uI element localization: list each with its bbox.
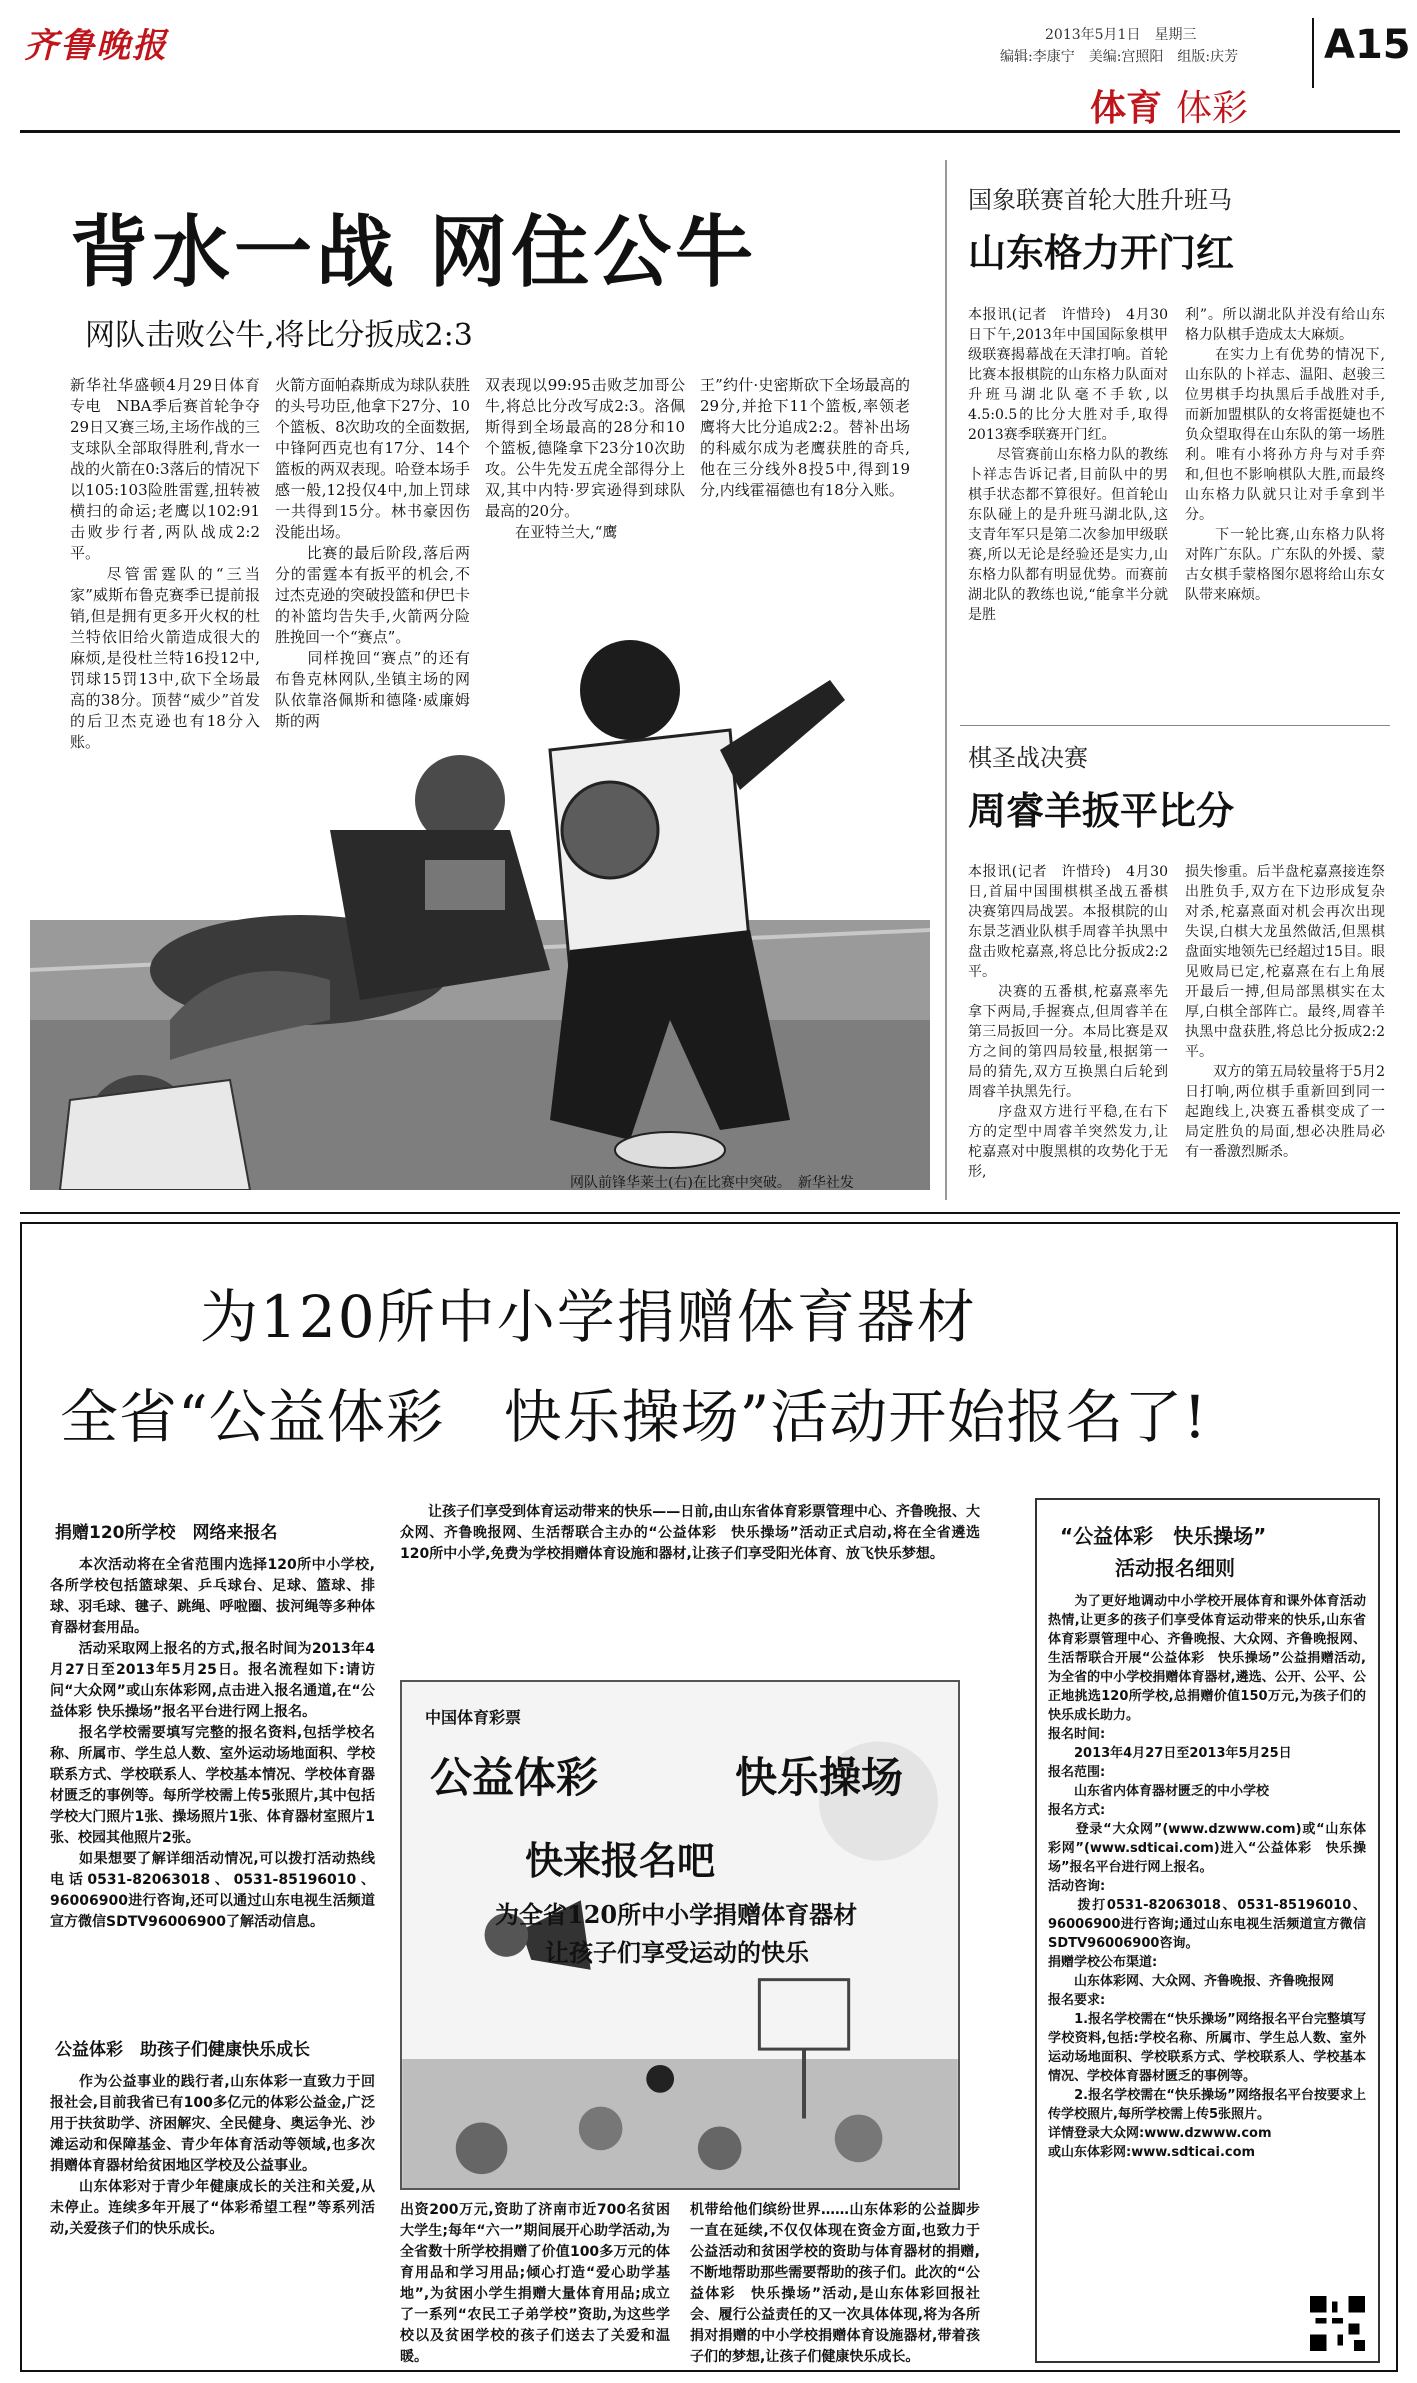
- section-rule: [20, 1212, 1400, 1214]
- header-rule: [20, 130, 1400, 133]
- ad-left-text-1: 本次活动将在全省范围内选择120所中小学校,各所学校包括篮球架、乒乓球台、足球、篮球、排球、羽毛球、毽子、跳绳、呼啦圈、拔河绳等多种体育器材套用品。 活动采取网上报名的方式,报名时间为2013年4月27日至2013年5月25日。报名流程如下:请访问“大众网”或山东体彩网,点击进入报名通道,在“公益体彩 快乐操场”报名平台进行网上报名。 报名学校需要填写完整的报名资料,包括学校名称、所属市、学生总人数、室外运动场地面积、学校联系方式、学校联系人、学校基本情况、学校体育器材匮乏的事例等。每所学校需上传5张照片,其中包括学校大门照片1张、操场照片1张、体育器材室照片1张、校园其他照片2张。 如果想要了解详细活动情况,可以拨打活动热线电话0531-82063018、0531-85196010、96006900进行咨询,还可以通过山东电视生活频道宣方微信SDTV96006900了解活动信息。: [50, 1557, 375, 1930]
- side-story-1-col-1: 本报讯(记者 许惜玲) 4月30日下午,2013年中国国际象棋甲级联赛揭幕战在天津打响。首轮比赛本报棋院的山东格力队面对升班马湖北队毫不手软,以4.5:0.5的比分大胜对手,取得2013赛季联赛开门红。 尽管赛前山东格力队的教练卜祥志告诉记者,目前队中的男棋手状态都不算很好。但首轮山东队碰上的是升班马湖北队,这支青年军只是第二次参加甲级联赛,所以无论是经验还是实力,山东格力队都有明显优势。而赛前湖北队的教练也说,“能拿半分就是胜: [968, 307, 1168, 623]
- section-primary: 体育: [1090, 87, 1163, 129]
- newspaper-masthead: 齐鲁晚报: [24, 26, 168, 66]
- ad-headline-1: 为120所中小学捐赠体育器材: [200, 1283, 977, 1351]
- main-story-col-2: 火箭方面帕森斯成为球队获胜的头号功臣,他拿下27分、10个篮板、8次助攻的全面数据,中锋阿西克也有17分、14个篮板的两双表现。哈登本场手感一般,12投仅4中,加上罚球一共得到15分。林书豪因伤没能出场。 比赛的最后阶段,落后两分的雷霆本有扳平的机会,不过杰克逊的突破投篮和伊巴卡的补篮均告失手,火箭两分险胜挽回一个“赛点”。 同样挽回“赛点”的还有布鲁克林网队,坐镇主场的网队依靠洛佩斯和德隆·威廉姆斯的两: [275, 376, 471, 730]
- side-story-2-kicker: 棋圣战决赛: [968, 744, 1088, 772]
- rules-box-title-2: 活动报名细则: [1115, 1556, 1235, 1580]
- ad-left-subhead-2: 公益体彩 助孩子们健康快乐成长: [55, 2040, 310, 2060]
- side-story-2-col-1: 本报讯(记者 许惜玲) 4月30日,首届中国围棋棋圣战五番棋决赛第四局战罢。本报棋院的山东景芝酒业队棋手周睿羊执黑中盘击败柁嘉熹,将总比分扳成2:2平。 决赛的五番棋,柁嘉熹率先拿下两局,手握赛点,但周睿羊在第三局扳回一分。本局比赛是双方之间的第四局较量,根据第一局的猜先,双方互换黑白后轮到周睿羊执黑先行。 序盘双方进行平稳,在右下方的定型中周睿羊突然发力,让柁嘉熹对中腹黑棋的攻势化于无形,: [968, 864, 1168, 1180]
- main-headline: 背水一战 网住公牛: [70, 208, 758, 298]
- qr-code-icon: [1310, 2296, 1365, 2351]
- main-subhead: 网队击败公牛,将比分扳成2:3: [85, 318, 473, 353]
- section-secondary: 体彩: [1176, 88, 1249, 129]
- side-story-2-col-2: 损失惨重。后半盘柁嘉熹接连祭出胜负手,双方在下边形成复杂对杀,柁嘉熹面对机会再次出现失误,白棋大龙虽然做活,但黑棋盘面实地领先已经超过15目。眼见败局已定,柁嘉熹在右上角展开最后一搏,但局部黑棋实在太厚,白棋全部阵亡。最终,周睿羊执黑中盘获胜,将总比分扳成2:2平。 双方的第五局较量将于5月2日打响,两位棋手重新回到同一起跑线上,决赛五番棋变成了一局定胜负的局面,想必决胜局必有一番激烈厮杀。: [1185, 864, 1385, 1160]
- page-number: A15: [1324, 22, 1411, 68]
- side-story-1-title: 山东格力开门红: [968, 231, 1235, 275]
- column-divider: [945, 160, 947, 1200]
- section-label: [1090, 80, 1248, 131]
- header-divider: [1312, 18, 1314, 88]
- side-divider: [960, 725, 1390, 726]
- ad-mid-bottom-right: 机带给他们缤纷世界……山东体彩的公益脚步一直在延续,不仅仅体现在资金方面,也致力于公益活动和贫困学校的资助与体育器材的捐赠,不断地帮助那些需要帮助的孩子们。此次的“公益体彩 快乐操场”活动,是山东体彩回报社会、履行公益责任的又一次具体体现,将为各所捐对捐赠的中小学校捐赠体育设施器材,带着孩子们的梦想,让孩子们健康快乐成长。: [690, 2202, 980, 2365]
- banner-brand: 中国体育彩票: [425, 1708, 522, 1727]
- ad-left-text-2: 作为公益事业的践行者,山东体彩一直致力于回报社会,目前我省已有100多亿元的体彩公益金,广泛用于扶贫助学、济困解灾、全民健身、奥运争光、沙滩运动和保障基金、青少年体育活动等领域,也多次捐赠体育器材给贫困地区学校及公益事业。 山东体彩对于青少年健康成长的关注和关爱,从未停止。连续多年开展了“体彩希望工程”等系列活动,关爱孩子们的快乐成长。: [50, 2074, 375, 2237]
- rules-box-text: 为了更好地调动中小学校开展体育和课外体育活动热情,让更多的孩子们享受体育运动带来的快乐,山东省体育彩票管理中心、齐鲁晚报、大众网、齐鲁晚报网、生活帮联合开展“公益体彩 快乐操场”公益捐赠活动,为全省的中小学校捐赠体育器材,遴选、公开、公平、公正地挑选120所学校,总捐赠价值150万元,为孩子们的快乐成长助力。 报名时间: 2013年4月27日至2013年5月25日 报名范围: 山东省内体育器材匮乏的中小学校 报名方式: 登录“大众网”(www.dzwww.com)或“山东体彩网”(www.sdticai.com)进入“公益体彩 快乐操场”报名平台进行网上报名。 活动咨询: 拨打0531-82063018、0531-85196010、96006900进行咨询;通过山东电视生活频道宣方微信SDTV96006900咨询。 捐赠学校公布渠道: 山东体彩网、大众网、齐鲁晚报、齐鲁晚报网 报名要求: 1.报名学校需在“快乐操场”网络报名平台完整填写学校资料,包括:学校名称、所属市、学生总人数、室外运动场地面积、学校联系方式、学校联系人、学校基本情况、学校体育器材匮乏的事例等。 2.报名学校需在“快乐操场”网络报名平台按要求上传学校照片,每所学校需上传5张照片。 详情登录大众网:www.dzwww.com 或山东体彩网:www.sdticai.com: [1048, 1594, 1366, 2160]
- side-story-2-title: 周睿羊扳平比分: [968, 789, 1235, 833]
- rules-box-title-1: “公益体彩 快乐操场”: [1060, 1524, 1267, 1548]
- main-story-col-1: 新华社华盛顿4月29日体育专电 NBA季后赛首轮争夺29日又赛三场,主场作战的三支球队全部取得胜利,背水一战的火箭在0:3落后的情况下以105:103险胜雷霆,扭转被横扫的命运;老鹰以102:91击败步行者,两队战成2:2平。 尽管雷霆队的“三当家”威斯布鲁克赛季已提前报销,但是拥有更多开火权的杜兰特依旧给火箭造成很大的麻烦,是役杜兰特16投12中,罚球15罚13中,砍下全场最高的38分。顶替“威少”首发的后卫杰克逊也有18分入账。: [70, 376, 260, 751]
- ad-mid-bottom-left: 出资200万元,资助了济南市近700名贫困大学生;每年“六一”期间展开心助学活动,为全省数十所学校捐赠了价值100多万元的体育用品和学习用品;倾心打造“爱心助学基地”,为贫困小学生捐赠大量体育用品;成立了一系列“农民工子弟学校”资助,为这些学校以及贫困学校的孩子们送去了关爱和温暖。: [400, 2202, 670, 2365]
- side-story-1-col-2: 利”。所以湖北队并没有给山东格力队棋手造成太大麻烦。 在实力上有优势的情况下,山东队的卜祥志、温阳、赵骏三位男棋手均执黑后手战胜对手,而新加盟棋队的女将雷挺婕也不负众望取得在山东队的第一场胜利。唯有小将孙方舟与对手弈和,但也不影响棋队大胜,而最终山东格力队就只让对手拿到半分。 下一轮比赛,山东格力队将对阵广东队。广东队的外援、蒙古女棋手蒙格图尔恩将给山东女队带来麻烦。: [1185, 307, 1385, 603]
- photo-caption: 网队前锋华莱士(右)在比赛中突破。 新华社发: [570, 1175, 854, 1191]
- banner-title-2: 快乐操场: [735, 1753, 904, 1802]
- banner-line-1: 为全省120所中小学捐赠体育器材: [495, 1900, 858, 1929]
- ad-mid-intro: 让孩子们享受到体育运动带来的快乐——日前,由山东省体育彩票管理中心、齐鲁晚报、大众网、齐鲁晚报网、生活帮联合主办的“公益体彩 快乐操场”活动正式启动,将在全省遴选120所中小学,免费为学校捐赠体育设施和器材,让孩子们享受阳光体育、放飞快乐梦想。: [400, 1504, 980, 1562]
- main-story-col-4: 王”约什·史密斯砍下全场最高的29分,并抢下11个篮板,率领老鹰将大比分追成2:2。替补出场的科威尔成为老鹰获胜的奇兵,他在三分线外8投5中,得到19分,内线霍福德也有18分入账。: [700, 376, 910, 499]
- issue-date: 2013年5月1日 星期三: [1045, 27, 1197, 43]
- ad-left-subhead-1: 捐赠120所学校 网络来报名: [55, 1523, 278, 1543]
- main-story-col-3: 双表现以99:95击败芝加哥公牛,将总比分改写成2:3。洛佩斯得到全场最高的28分和10个篮板,德隆拿下23分10次助攻。公牛先发五虎全部得分上双,其中内特·罗宾逊得到球队最高的20分。 在亚特兰大,“鹰: [485, 376, 685, 541]
- editors-credit: 编辑:李康宁 美编:宫照阳 组版:庆芳: [1000, 49, 1239, 65]
- ad-headline-2: 全省“公益体彩 快乐操场”活动开始报名了!: [60, 1383, 1208, 1451]
- banner-line-2: 让孩子们享受运动的快乐: [545, 1938, 809, 1967]
- banner-cta: 快来报名吧: [525, 1839, 716, 1883]
- banner-title-1: 公益体彩: [430, 1753, 599, 1802]
- side-story-1-kicker: 国象联赛首轮大胜升班马: [968, 186, 1232, 214]
